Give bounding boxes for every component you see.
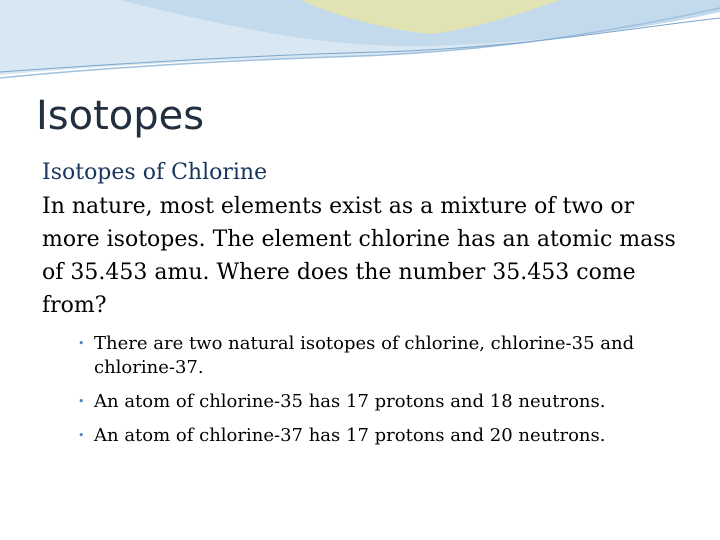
bullet-text: An atom of chlorine-35 has 17 protons and 18 neutrons. <box>94 391 606 412</box>
intro-paragraph: In nature, most elements exist as a mixture of two or more isotopes. The element chlorine has an atomic mass of 35.453 amu. Where does the number 35.453 come from? <box>42 194 676 318</box>
slide-title: Isotopes <box>36 93 205 139</box>
header-wave-decoration <box>0 0 720 90</box>
slide-subtitle: Isotopes of Chlorine <box>42 160 268 185</box>
bullet-icon: • <box>78 395 85 408</box>
bullet-icon: • <box>78 337 85 350</box>
slide-body <box>42 158 692 458</box>
bullet-item <box>78 424 692 448</box>
bullet-item <box>78 390 692 414</box>
bullet-text: There are two natural isotopes of chlorine, chlorine-35 and chlorine-37. <box>94 333 635 378</box>
bullet-icon: • <box>78 429 85 442</box>
bullet-item <box>78 332 692 380</box>
bullet-list <box>42 332 692 448</box>
bullet-text: An atom of chlorine-37 has 17 protons and 20 neutrons. <box>94 425 606 446</box>
